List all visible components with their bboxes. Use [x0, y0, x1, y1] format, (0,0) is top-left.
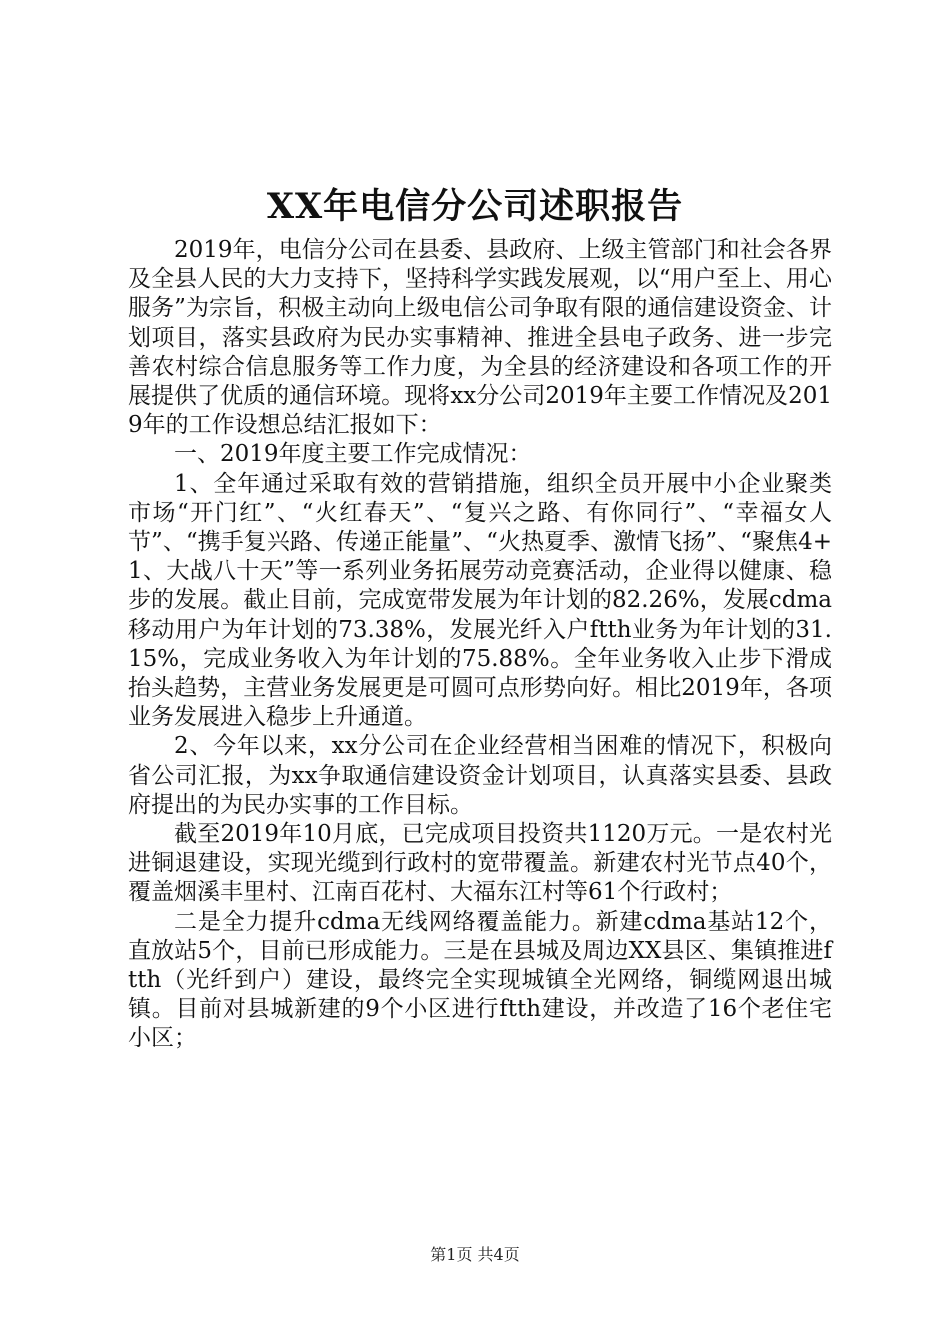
- document-title: XX年电信分公司述职报告: [266, 186, 684, 227]
- page-footer: 第1页 共4页: [430, 1245, 520, 1264]
- paragraph-item-2: 2、今年以来，xx分公司在企业经营相当困难的情况下，积极向省公司汇报，为xx争取通信建设资金计划项目，认真落实县委、县政府提出的为民办实事的工作目标。: [128, 733, 832, 818]
- document-body: [128, 236, 832, 1054]
- paragraph-item-1: 1、全年通过采取有效的营销措施，组织全员开展中小企业聚类市场“开门红”、“火红春天”、“复兴之路、有你同行”、“幸福女人节”、“携手复兴路、传递正能量”、“火热夏季、激情飞扬”、“聚焦4+1、大战八十天”等一系列业务拓展劳动竞赛活动，企业得以健康、稳步的发展。截止目前，完成宽带发展为年计划的82.26%，发展cdma移动用户为年计划的73.38%，发展光纤入户ftth业务为年计划的31.15%，完成业务收入为年计划的75.88%。全年业务收入止步下滑成抬头趋势，主营业务发展更是可圆可点形势向好。相比2019年，各项业务发展进入稳步上升通道。: [128, 470, 832, 731]
- paragraph-cdma: 二是全力提升cdma无线网络覆盖能力。新建cdma基站12个，直放站5个，目前已形成能力。三是在县城及周边XX县区、集镇推进ftth（光纤到户）建设，最终完全实现城镇全光网络，铜缆网退出城镇。目前对县城新建的9个小区进行ftth建设，并改造了16个老住宅小区；: [128, 908, 832, 1052]
- paragraph-section-heading: 一、2019年度主要工作完成情况：: [174, 441, 532, 468]
- paragraph-intro: 2019年，电信分公司在县委、县政府、上级主管部门和社会各界及全县人民的大力支持下，坚持科学实践发展观，以“用户至上、用心服务”为宗旨，积极主动向上级电信公司争取有限的通信建设资金、计划项目，落实县政府为民办实事精神、推进全县电子政务、进一步完善农村综合信息服务等工作力度，为全县的经济建设和各项工作的开展提供了优质的通信环境。现将xx分公司2019年主要工作情况及2019年的工作设想总结汇报如下：: [128, 237, 832, 439]
- paragraph-investment: 截至2019年10月底，已完成项目投资共1120万元。一是农村光进铜退建设，实现光缆到行政村的宽带覆盖。新建农村光节点40个，覆盖烟溪丰里村、江南百花村、大福东江村等61个行政村；: [128, 821, 832, 906]
